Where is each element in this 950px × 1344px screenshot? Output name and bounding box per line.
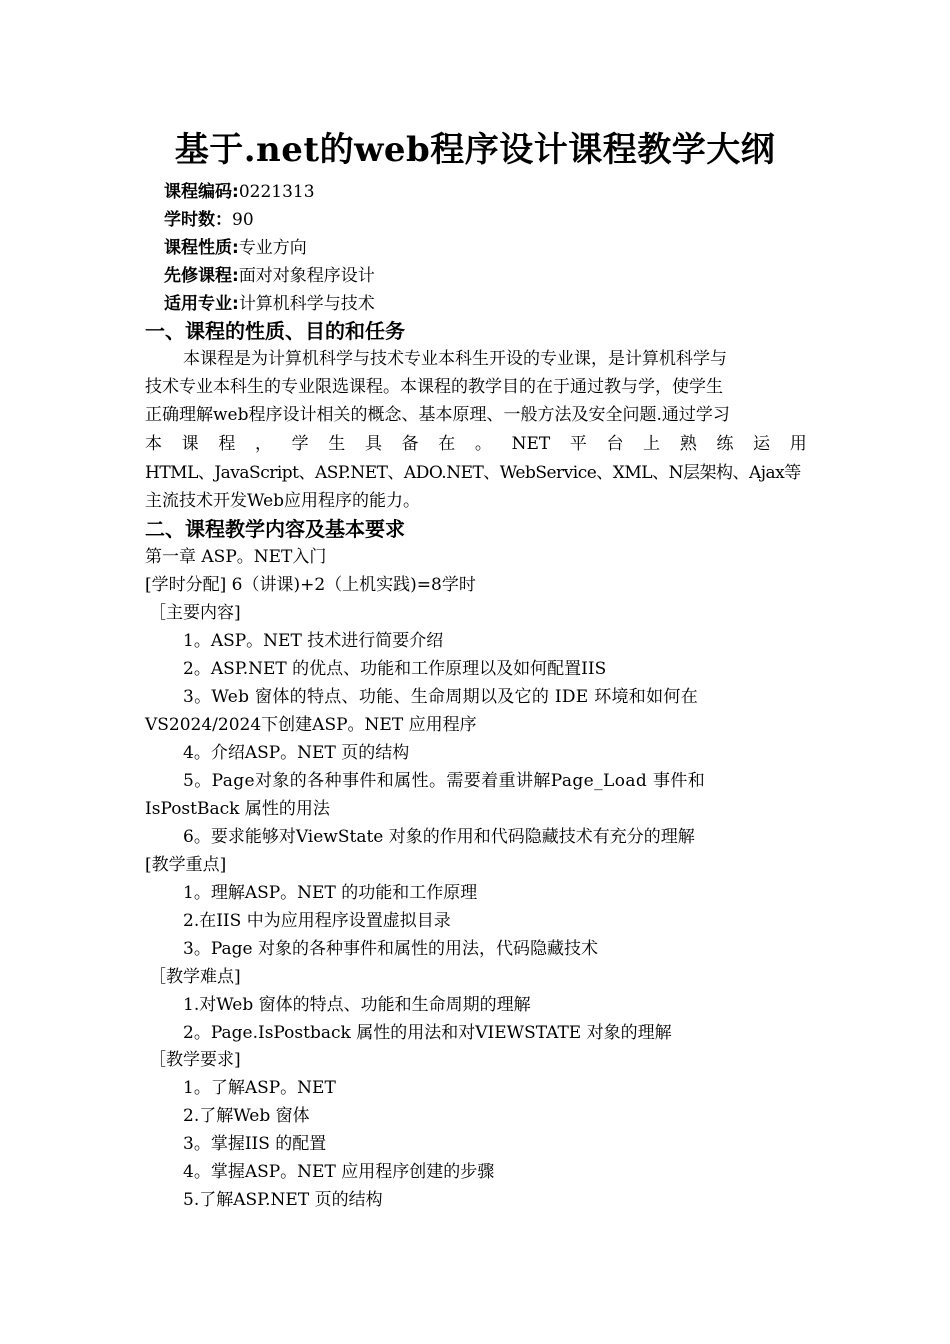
requirement-item: 3。掌握IIS 的配置 (183, 1134, 327, 1154)
info-course-code (164, 178, 315, 206)
requirement-item: 5.了解ASP.NET 页的结构 (183, 1190, 383, 1210)
spread-token: NET (511, 434, 551, 454)
main-content-item: 5。Page对象的各种事件和属性。需要着重讲解Page_Load 事件和 (183, 771, 706, 791)
key-points-label: [教学重点] (145, 855, 227, 875)
spread-token: 在 (438, 434, 456, 454)
info-hours (164, 206, 254, 234)
spread-token: 运 (753, 434, 771, 454)
info-major (164, 290, 375, 318)
main-content-item: 3。Web 窗体的特点、功能、生命周期以及它的 IDE 环境和如何在 (183, 687, 699, 707)
info-label: 课程编码: (164, 182, 239, 202)
difficult-points-label: ［教学难点] (149, 967, 241, 987)
info-value: 0221313 (238, 182, 315, 202)
main-content-item: 6。要求能够对ViewState 对象的作用和代码隐藏技术有充分的理解 (183, 827, 695, 847)
spread-token: 用 (789, 434, 807, 454)
spread-token: 熟 (679, 434, 697, 454)
key-point-item: 1。理解ASP。NET 的功能和工作原理 (183, 883, 478, 903)
spread-token: 平 (569, 434, 587, 454)
info-value: 专业方向 (238, 238, 307, 258)
key-point-item: 2.在IIS 中为应用程序设置虚拟目录 (183, 911, 451, 931)
spread-token: 本 (145, 434, 162, 454)
spread-token: 学 (291, 434, 309, 454)
section1-heading: 一、课程的性质、目的和任务 (145, 319, 405, 343)
main-content-item: VS2024/2024下创建ASP。NET 应用程序 (145, 715, 477, 735)
requirements-label: ［教学要求] (149, 1050, 241, 1070)
info-label: 先修课程: (164, 266, 239, 286)
difficult-point-item: 1.对Web 窗体的特点、功能和生命周期的理解 (183, 995, 531, 1015)
info-label: 课程性质: (164, 238, 239, 258)
section1-line: HTML、JavaScript、ASP.NET、ADO.NET、WebService、XML、N层架构、Ajax等 (145, 463, 801, 483)
requirement-item: 2.了解Web 窗体 (183, 1106, 310, 1126)
requirement-item: 4。掌握ASP。NET 应用程序创建的步骤 (183, 1162, 495, 1182)
info-course-type (164, 234, 307, 262)
hours-allocation: [学时分配] 6（讲课)+2（上机实践)=8学时 (145, 575, 476, 595)
info-value: 面对对象程序设计 (238, 266, 375, 286)
spread-token: 备 (401, 434, 419, 454)
key-point-item: 3。Page 对象的各种事件和属性的用法，代码隐藏技术 (183, 939, 598, 959)
spread-token: 课 (181, 434, 199, 454)
section1-spread-line (145, 430, 807, 458)
section1-line: 本课程是为计算机科学与技术专业本科生开设的专业课，是计算机科学与 (183, 349, 727, 369)
info-label: 适用专业: (164, 294, 239, 314)
info-value: 计算机科学与技术 (238, 294, 375, 314)
chapter-title: 第一章 ASP。NET入门 (145, 547, 327, 567)
main-content-item: 2。ASP.NET 的优点、功能和工作原理以及如何配置IIS (183, 659, 607, 679)
section1-line: 技术专业本科生的专业限选课程。本课程的教学目的在于通过教与学，使学生 (145, 377, 723, 397)
spread-token: ， (254, 434, 272, 454)
main-content-label: ［主要内容] (149, 603, 241, 623)
spread-token: 。 (474, 434, 492, 454)
spread-token: 台 (606, 434, 624, 454)
requirement-item: 1。了解ASP。NET (183, 1078, 336, 1098)
spread-token: 练 (716, 434, 734, 454)
info-value: 90 (232, 210, 254, 230)
main-content-item: 4。介绍ASP。NET 页的结构 (183, 743, 410, 763)
info-label: 学时数： (164, 210, 232, 230)
spread-token: 具 (364, 434, 382, 454)
section1-line: 正确理解web程序设计相关的概念、基本原理、一般方法及安全问题.通过学习 (145, 405, 730, 425)
spread-token: 上 (643, 434, 661, 454)
main-content-item: IsPostBack 属性的用法 (145, 799, 330, 819)
spread-token: 生 (328, 434, 346, 454)
spread-token: 程 (218, 434, 236, 454)
section1-line: 主流技术开发Web应用程序的能力。 (145, 491, 421, 511)
main-content-item: 1。ASP。NET 技术进行简要介绍 (183, 631, 444, 651)
section2-heading: 二、课程教学内容及基本要求 (145, 517, 405, 541)
document-title: 基于.net的web程序设计课程教学大纲 (174, 130, 776, 170)
difficult-point-item: 2。Page.IsPostback 属性的用法和对VIEWSTATE 对象的理解 (183, 1023, 672, 1043)
info-prerequisite (164, 262, 375, 290)
